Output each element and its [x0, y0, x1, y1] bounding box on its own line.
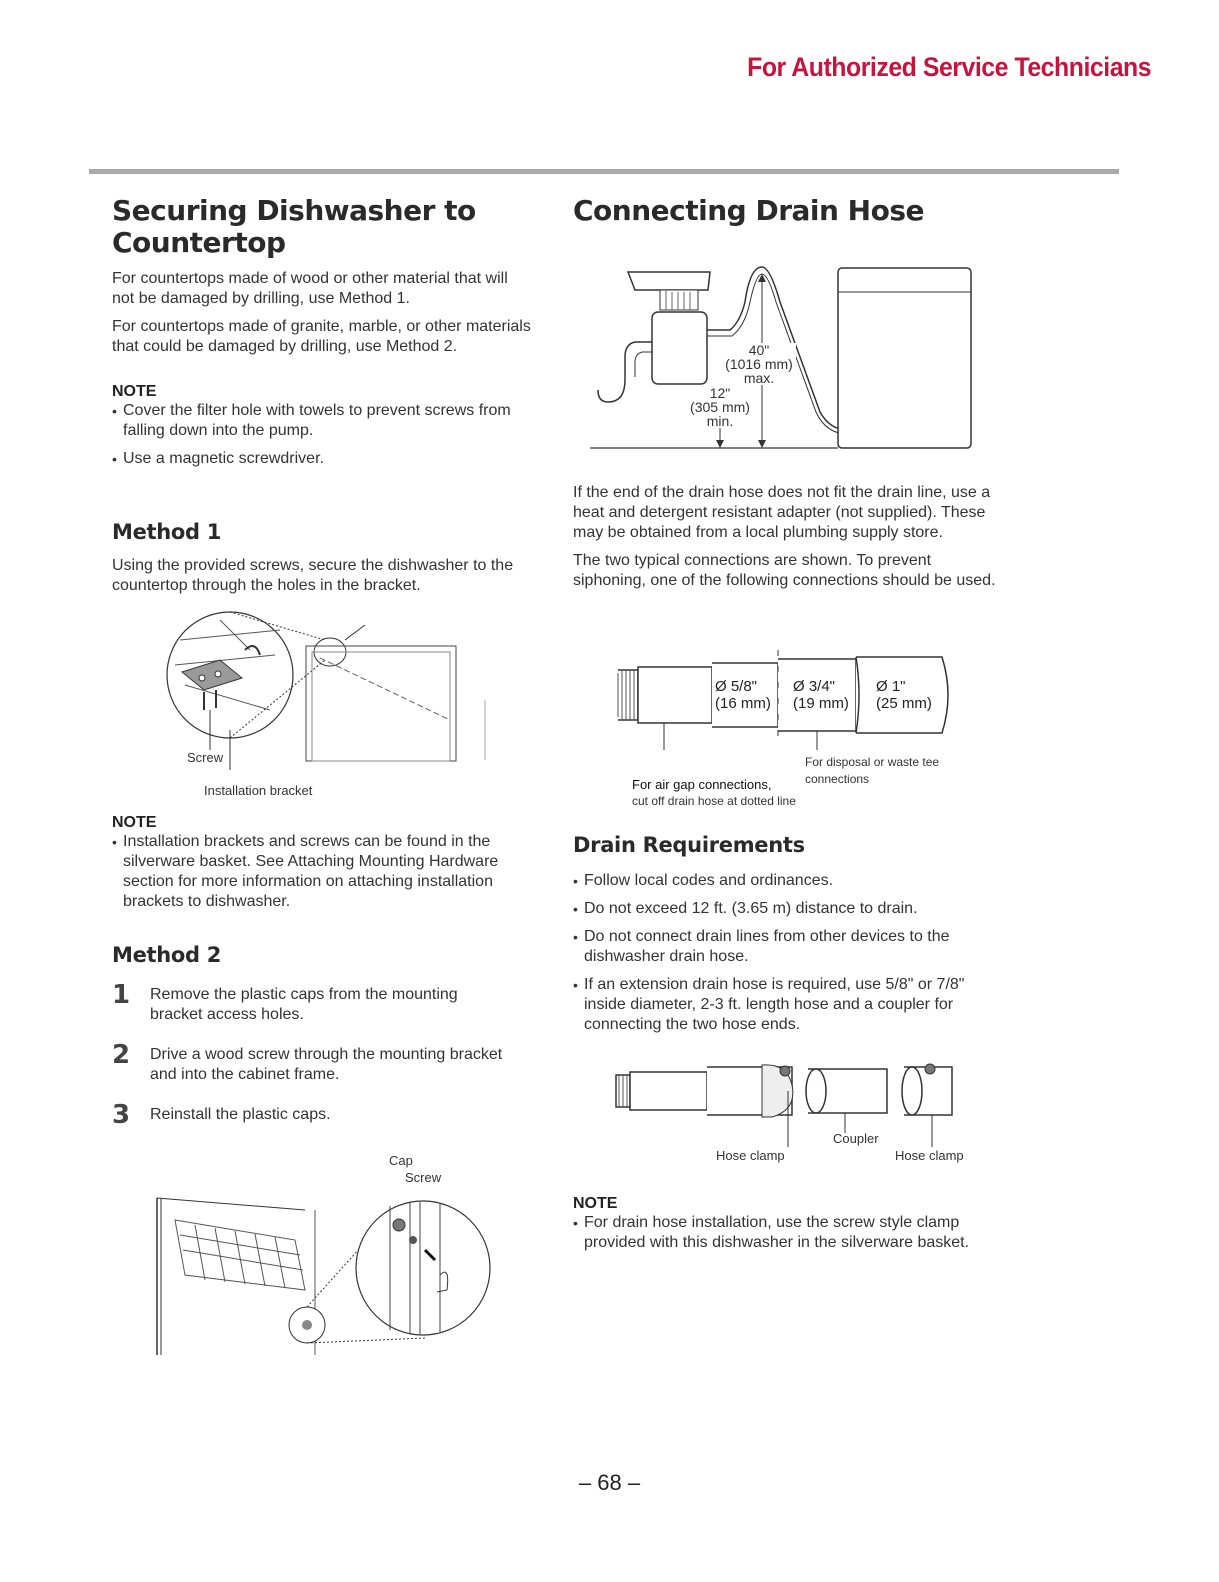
requirement-item: • Do not connect drain lines from other devices to the dishwasher drain hose.: [573, 927, 1003, 967]
min-value: 12": [709, 385, 731, 401]
page-header: For Authorized Service Technicians: [747, 52, 1151, 82]
max-value: 40": [748, 342, 770, 358]
note-item: • Cover the filter hole with towels to prevent screws from falling down into the pump.: [112, 401, 532, 441]
method2-block: [112, 943, 532, 1129]
step-number: 1: [112, 980, 131, 1010]
air-gap-caption: [632, 777, 802, 809]
step-1: [112, 981, 532, 1025]
diameter-mm: (16 mm): [715, 695, 771, 712]
note-item: • Use a magnetic screwdriver.: [112, 449, 532, 469]
step-number: 3: [112, 1100, 131, 1130]
max-metric: (1016 mm): [725, 356, 793, 372]
coupler-diagram: [612, 1055, 957, 1150]
left-column: [112, 195, 532, 469]
cabinet-screw-illustration: [155, 1180, 495, 1355]
page-number: – 68 –: [578, 1470, 641, 1495]
min-metric: (305 mm): [690, 399, 750, 415]
min-height-label: [684, 386, 756, 428]
note-heading: NOTE: [112, 814, 157, 831]
max-word: max.: [743, 370, 775, 386]
disposal-caption: For disposal or waste tee connections: [805, 755, 940, 786]
siphon-paragraph: The two typical connections are shown. To prevent siphoning, one of the following connections should be used.: [573, 552, 996, 589]
note3-block: [573, 1195, 1003, 1253]
right-column: [573, 195, 1003, 227]
note-item: • Installation brackets and screws can be found in the silverware basket. See Attaching Mounting Hardware section for more information on attaching installation brackets to dishwasher.: [112, 832, 532, 912]
section-title-drain-hose: Connecting Drain Hose: [573, 194, 924, 227]
adapter-paragraph: If the end of the drain hose does not fit the drain line, use a heat and detergent resistant adapter (not supplied). These may be obtained from a local plumbing supply store.: [573, 484, 991, 541]
air-gap-caption-rest: cut off drain hose at dotted line: [632, 794, 796, 808]
step-number: 2: [112, 1040, 131, 1070]
label-cap: Cap: [389, 1153, 413, 1168]
min-word: min.: [706, 413, 734, 429]
note-item: • For drain hose installation, use the screw style clamp provided with this dishwasher in the silverware basket.: [573, 1213, 1003, 1253]
step-text: Drive a wood screw through the mounting bracket and into the cabinet frame.: [150, 1046, 503, 1083]
header-rule: [89, 169, 1119, 174]
note-heading: NOTE: [573, 1195, 618, 1212]
bracket-illustration: [160, 610, 490, 770]
diameter-label-2: [793, 678, 849, 712]
intro-paragraph-2: For countertops made of granite, marble, or other materials that could be damaged by drilling, use Method 2.: [112, 318, 531, 355]
drain-requirements: [573, 833, 1003, 1035]
diameter-inch: Ø 1": [876, 678, 906, 695]
label-hose-clamp-2: Hose clamp: [895, 1148, 964, 1163]
requirement-item: • Do not exceed 12 ft. (3.65 m) distance to drain.: [573, 899, 1003, 919]
label-hose-clamp-1: Hose clamp: [716, 1148, 785, 1163]
requirement-item: • Follow local codes and ordinances.: [573, 871, 1003, 891]
step-text: Reinstall the plastic caps.: [150, 1106, 331, 1123]
method2-title: Method 2: [112, 943, 222, 967]
note2-block: [112, 814, 532, 912]
method1-text: Using the provided screws, secure the dishwasher to the countertop through the holes in the bracket.: [112, 557, 514, 594]
method1-title: Method 1: [112, 520, 222, 544]
diameter-mm: (19 mm): [793, 695, 849, 712]
step-text: Remove the plastic caps from the mounting bracket access holes.: [150, 986, 458, 1023]
air-gap-caption-bold: For air gap connections,: [632, 777, 772, 792]
step-3: [112, 1101, 532, 1129]
label-installation-bracket: Installation bracket: [204, 783, 313, 798]
label-screw: Screw: [405, 1170, 442, 1185]
label-coupler: Coupler: [833, 1131, 879, 1146]
max-height-label: [722, 343, 796, 385]
diameter-mm: (25 mm): [876, 695, 932, 712]
adapter-text-block: [573, 483, 1003, 591]
diameter-label-1: [715, 678, 771, 712]
diameter-inch: Ø 5/8": [715, 678, 758, 695]
diameter-label-3: [876, 678, 932, 712]
method1-block: [112, 520, 532, 596]
drain-requirements-title: Drain Requirements: [573, 833, 805, 857]
diameter-inch: Ø 3/4": [793, 678, 836, 695]
requirement-item: • If an extension drain hose is required, use 5/8" or 7/8" inside diameter, 2-3 ft. length hose and a coupler for connecting the two hose ends.: [573, 975, 1003, 1035]
step-2: [112, 1041, 532, 1085]
note-heading: NOTE: [112, 383, 157, 400]
section-title-securing: Securing Dishwasher to Countertop: [112, 194, 476, 259]
intro-paragraph-1: For countertops made of wood or other material that will not be damaged by drilling, use Method 1.: [112, 270, 508, 307]
label-screw: Screw: [187, 750, 224, 765]
